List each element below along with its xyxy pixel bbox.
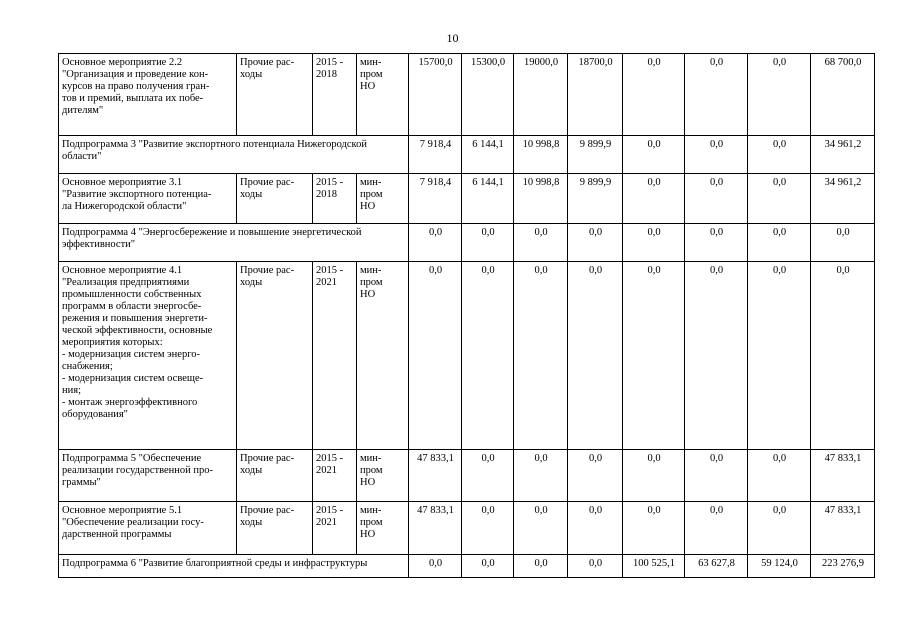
value-cell: 0,0 [685,502,748,555]
value-cell: 15300,0 [462,54,514,136]
executor: мин- пром НО [357,54,409,136]
value-cell: 0,0 [623,262,685,450]
table-row [59,136,875,174]
value-cell: 0,0 [748,54,811,136]
value-cell: 0,0 [748,136,811,174]
expense-type: Прочие рас- ходы [237,54,313,136]
value-cell: 0,0 [514,502,568,555]
value-cell: 0,0 [514,450,568,502]
value-cell: 0,0 [409,224,462,262]
value-cell: 63 627,8 [685,555,748,578]
value-cell: 0,0 [568,224,623,262]
expense-type: Прочие рас- ходы [237,502,313,555]
table-row [59,224,875,262]
total-cell: 47 833,1 [811,450,875,502]
value-cell: 0,0 [462,262,514,450]
value-cell: 59 124,0 [748,555,811,578]
value-cell: 7 918,4 [409,174,462,224]
total-cell: 34 961,2 [811,136,875,174]
value-cell: 0,0 [748,174,811,224]
value-cell: 0,0 [623,136,685,174]
period: 2015 - 2018 [313,54,357,136]
value-cell: 0,0 [462,450,514,502]
value-cell: 47 833,1 [409,502,462,555]
value-cell: 0,0 [685,262,748,450]
total-cell: 223 276,9 [811,555,875,578]
measure-name: Основное мероприятие 5.1 "Обеспечение реализации госу- дарственной программы [59,502,237,555]
subprogram-name: Подпрограмма 4 "Энергосбережение и повышение энергетической эффективности" [59,224,409,262]
value-cell: 100 525,1 [623,555,685,578]
value-cell: 0,0 [685,224,748,262]
value-cell: 0,0 [623,174,685,224]
value-cell: 0,0 [409,262,462,450]
value-cell: 0,0 [685,450,748,502]
executor: мин- пром НО [357,262,409,450]
value-cell: 0,0 [748,224,811,262]
value-cell: 7 918,4 [409,136,462,174]
value-cell: 9 899,9 [568,136,623,174]
value-cell: 0,0 [568,502,623,555]
expense-type: Прочие рас- ходы [237,262,313,450]
value-cell: 0,0 [514,262,568,450]
value-cell: 0,0 [462,502,514,555]
table-row [59,54,875,136]
executor: мин- пром НО [357,450,409,502]
budget-table [58,53,875,578]
value-cell: 10 998,8 [514,136,568,174]
total-cell: 68 700,0 [811,54,875,136]
value-cell: 0,0 [623,502,685,555]
value-cell: 6 144,1 [462,136,514,174]
value-cell: 0,0 [462,555,514,578]
page-number: 10 [446,31,459,45]
measure-name: Основное мероприятие 3.1 "Развитие экспортного потенциа- ла Нижегородской области" [59,174,237,224]
table-row [59,174,875,224]
total-cell: 47 833,1 [811,502,875,555]
value-cell: 0,0 [568,555,623,578]
value-cell: 0,0 [623,224,685,262]
value-cell: 0,0 [409,555,462,578]
value-cell: 19000,0 [514,54,568,136]
total-cell: 34 961,2 [811,174,875,224]
value-cell: 9 899,9 [568,174,623,224]
period: 2015 - 2018 [313,174,357,224]
value-cell: 0,0 [623,450,685,502]
table-row [59,502,875,555]
value-cell: 0,0 [748,450,811,502]
value-cell: 0,0 [462,224,514,262]
executor: мин- пром НО [357,502,409,555]
period: 2015 - 2021 [313,262,357,450]
value-cell: 0,0 [623,54,685,136]
value-cell: 0,0 [685,174,748,224]
executor: мин- пром НО [357,174,409,224]
value-cell: 0,0 [568,262,623,450]
expense-type: Прочие рас- ходы [237,174,313,224]
table-row [59,555,875,578]
value-cell: 0,0 [568,450,623,502]
measure-name: Основное мероприятие 4.1 "Реализация предприятиями промышленности собственных программ в области энергосбе- режения и повышения энергети- ческой эффективности, основные мероприятия которых: - модернизация систем энерго- снабжения; - модернизация систем освеще- ния; - монтаж энергоэффективного оборудования" [59,262,237,450]
total-cell: 0,0 [811,224,875,262]
subprogram-name: Подпрограмма 6 "Развитие благоприятной среды и инфраструктуры [59,555,409,578]
value-cell: 18700,0 [568,54,623,136]
value-cell: 0,0 [748,262,811,450]
period: 2015 - 2021 [313,502,357,555]
table-row [59,262,875,450]
value-cell: 6 144,1 [462,174,514,224]
value-cell: 0,0 [685,54,748,136]
measure-name: Подпрограмма 5 "Обеспечение реализации государственной про- граммы" [59,450,237,502]
expense-type: Прочие рас- ходы [237,450,313,502]
value-cell: 0,0 [514,224,568,262]
table-row [59,450,875,502]
value-cell: 10 998,8 [514,174,568,224]
subprogram-name: Подпрограмма 3 "Развитие экспортного потенциала Нижегородской области" [59,136,409,174]
value-cell: 0,0 [514,555,568,578]
value-cell: 0,0 [685,136,748,174]
value-cell: 0,0 [748,502,811,555]
period: 2015 - 2021 [313,450,357,502]
total-cell: 0,0 [811,262,875,450]
value-cell: 15700,0 [409,54,462,136]
value-cell: 47 833,1 [409,450,462,502]
measure-name: Основное мероприятие 2.2 "Организация и проведение кон- курсов на право получения гран- тов и премий, выплата их побе- дителям" [59,54,237,136]
